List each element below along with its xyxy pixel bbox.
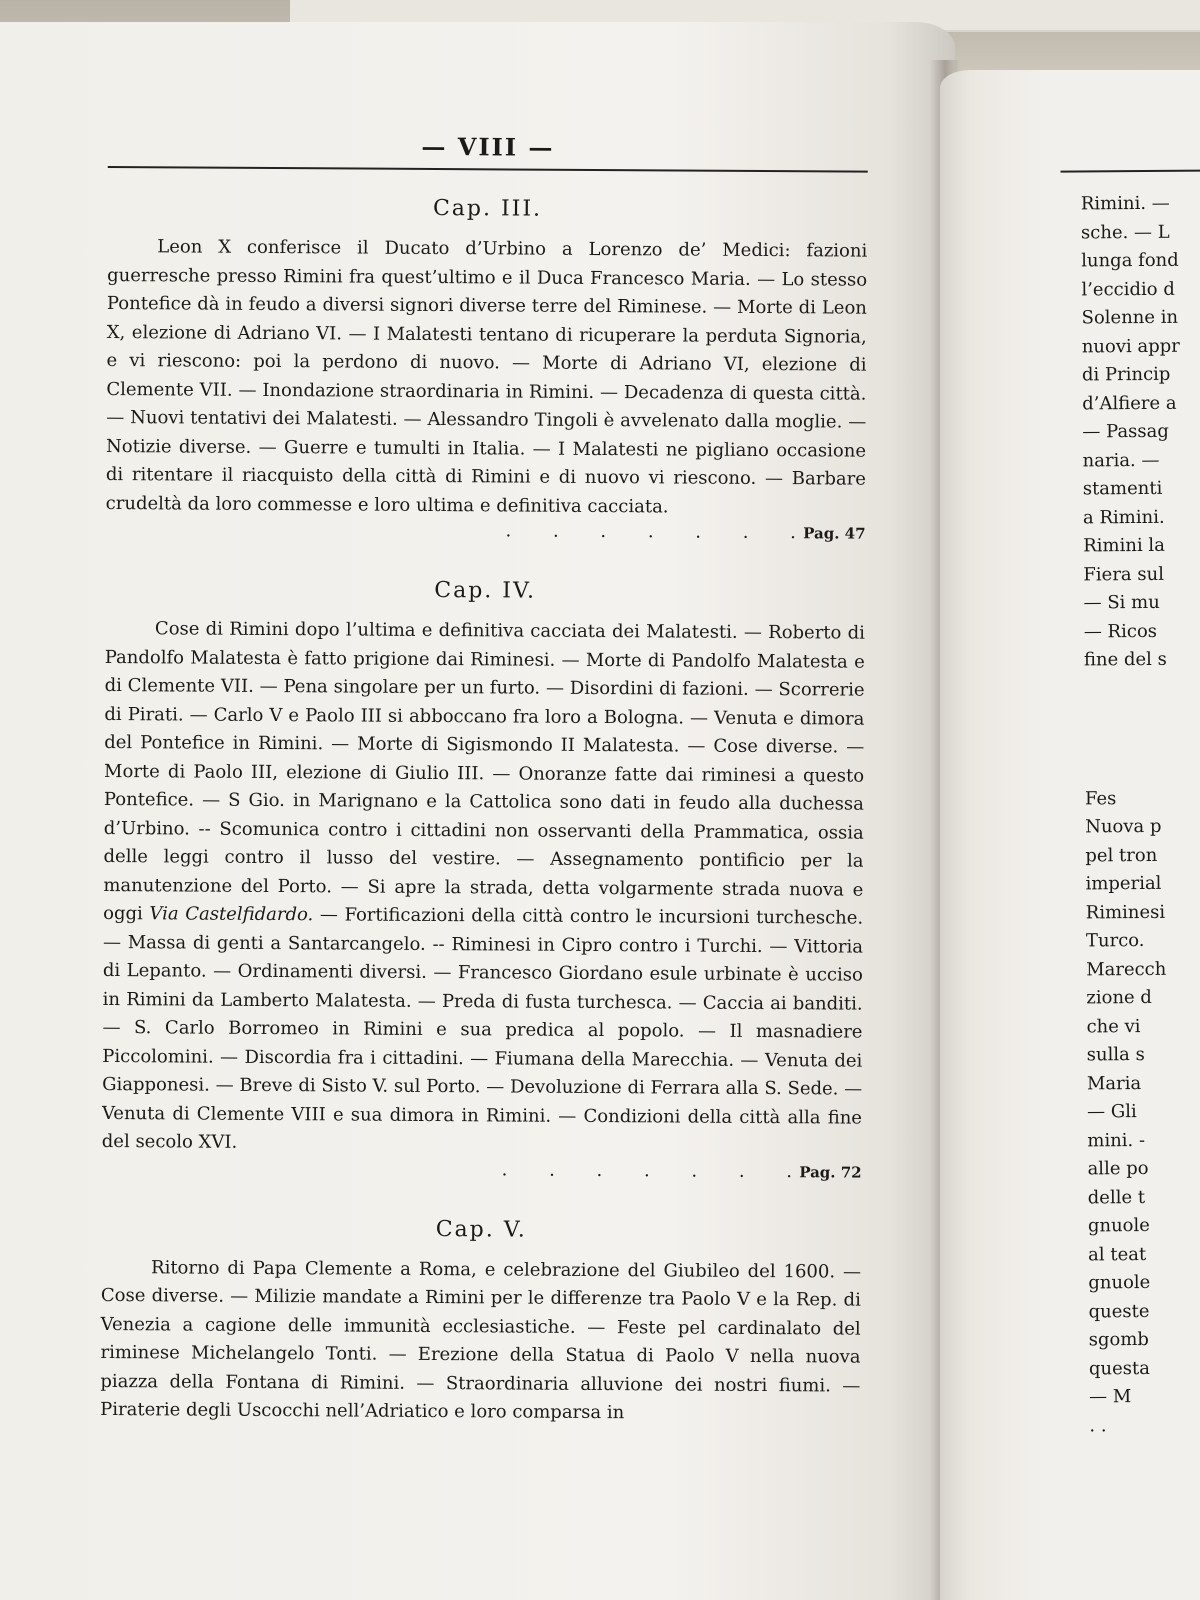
page-reference-line — [102, 1156, 862, 1189]
chapter-summary: Ritorno di Papa Clemente a Roma, e celebrazione del Giubileo del 1600. — Cose diverse. — Milizie mandate a Rimini per le differenze tra Paolo V e la Rep. di Venezia a cagione delle immunità ecclesiastiche. — Feste pel cardinalato del riminese Michelangelo Tonti. — Erezione della Statua di Paolo V nella nuova piazza della Fontana di Rimini. — Straordinaria alluvione dei nostri fiumi. — Piraterie degli Uscocchi nell’Adriatico e loro comparsa in — [100, 1256, 862, 1424]
left-page-text — [100, 130, 868, 1459]
text-fragment: imperial — [1085, 872, 1162, 895]
text-fragment: d’Alfiere a — [1082, 392, 1177, 414]
text-fragment: Riminesi — [1085, 901, 1166, 923]
right-header-rule — [1061, 170, 1200, 173]
text-fragment: delle t — [1087, 1186, 1146, 1208]
text-fragment: Fiera sul — [1083, 563, 1165, 585]
text-fragment: Nuova p — [1085, 815, 1162, 838]
text-fragment: — Ricos — [1083, 620, 1158, 642]
text-fragment: questa — [1088, 1357, 1150, 1379]
chapter-4 — [102, 576, 866, 1189]
chapter-heading: Cap. III. — [432, 195, 543, 222]
italic-street-name: Via Castelfidardo. — [149, 903, 314, 926]
chapter-summary — [102, 615, 865, 1161]
text-fragment: al teat — [1088, 1243, 1147, 1265]
right-page-text — [1081, 170, 1200, 1441]
text-fragment: Turco. — [1085, 930, 1145, 952]
right-page — [940, 70, 1200, 1600]
chapter-summary: Leon X conferisce il Ducato d’Urbino a Lorenzo de’ Medici: fazioni guerresche presso Rimini fra quest’ultimo e il Duca Francesco Maria. — Lo stesso Pontefice dà in feudo a diversi signori diverse terre del Riminese. — Morte di Leon X, elezione di Adriano VI. — I Malatesti tentano di ricuperare la perduta Signoria, e vi riescono: poi la perdono di nuovo. — Morte di Adriano VI, elezione di Clemente VII. — Inondazione straordinaria in Rimini. — Decadenza di questa città. — Nuovi tentativi dei Malatesti. — Alessandro Tingoli è avvelenato dalla moglie. — Notizie diverse. — Guerre e tumulti in Italia. — I Malatesti ne pigliano occasione di ritentare il riacquisto della città di Rimini e di nuovo vi riescono. — Barbare crudeltà da loro commesse e loro ultima e definitiva cacciata. — [105, 236, 868, 517]
text-fragment: stamenti — [1082, 477, 1163, 500]
chapter-heading: Cap. IV. — [434, 578, 537, 604]
text-fragment: queste — [1088, 1300, 1150, 1322]
chapter-3 — [105, 194, 867, 551]
text-fragment: fine del s — [1083, 648, 1167, 671]
text-fragment: — Si mu — [1083, 591, 1160, 614]
text-fragment: Rimini la — [1083, 534, 1165, 557]
header-rule — [108, 166, 868, 173]
spacer — [1084, 674, 1200, 785]
text-fragment: nuovi appr — [1081, 335, 1180, 357]
leader-dots: . . . . . . . — [505, 520, 815, 544]
text-fragment: che vi — [1086, 1015, 1141, 1037]
summary-text: Cose di Rimini dopo l’ultima e definitiva cacciata dei Malatesti. — Roberto di Pandolfo Malatesta è fatto prigione dai Riminesi. — Morte di Pandolfo Malatesta e di Clemente VII. — Pena singolare per un furto. — Disordini di fazioni. — Scorrerie di Pirati. — Carlo V e Paolo III si abboccano fra loro a Bologna. — Venuta e dimora del Pontefice in Rimini. — Morte di Sigismondo II Malatesta. — Cose diverse. — Morte di Paolo III, elezione di Giulio III. — Onoranze fatte dai riminesi a questo Pontefice. — S Gio. in Marignano e la Cattolica sono dati in feudo alla duchessa d’Urbino. -- Scomunica contro i cittadini non osservanti della Prammatica, ossia delle leggi contro il lusso del vestire. — Assegnamento pontificio per la manutenzione del Porto. — Si apre la strada, detta volgarmente strada nuova e oggi — [103, 618, 866, 925]
text-fragment: di Princip — [1081, 363, 1171, 386]
right-fragments-bottom — [1085, 784, 1200, 1440]
text-fragment: sulla s — [1086, 1044, 1145, 1066]
leader-dots: . . . . . . . — [501, 1158, 811, 1182]
text-fragment: pel tron — [1085, 844, 1158, 866]
left-page — [0, 22, 955, 1600]
text-fragment: gnuole — [1088, 1271, 1151, 1294]
text-fragment: a Rimini. — [1082, 506, 1165, 528]
text-fragment: — Passag — [1082, 420, 1169, 443]
text-fragment: Marecch — [1086, 958, 1167, 980]
right-fragments-top — [1081, 190, 1200, 675]
text-fragment: gnuole — [1087, 1214, 1150, 1237]
text-fragment: — Gli — [1087, 1101, 1137, 1123]
text-fragment: lunga fond — [1081, 249, 1179, 272]
text-fragment: l’eccidio d — [1081, 278, 1175, 300]
text-fragment: sgomb — [1088, 1328, 1149, 1351]
text-fragment: mini. - — [1087, 1129, 1146, 1151]
text-fragment: sche. — L — [1080, 221, 1170, 243]
page-reference: Pag. 72 — [799, 1162, 862, 1182]
page-reference-line — [105, 518, 865, 551]
text-fragment: Maria — [1086, 1072, 1142, 1094]
chapter-heading: Cap. V. — [435, 1216, 527, 1243]
summary-text-continued: — Fortificazioni della città contro le incursioni turchesche. — Massa di genti a Santarcangelo. -- Riminesi in Cipro contro i Turchi. — Vittoria di Lepanto. — Ordinamenti diversi. — Francesco Giordano esule urbinate è ucciso in Rimini da Lamberto Malatesta. — Preda di fusta turchesca. — Caccia ai banditi. — S. Carlo Borromeo in Rimini e sua predica al popolo. — Il masnadiere Piccolomini. — Discordia fra i cittadini. — Fiumana della Marecchia. — Venuta dei Giapponesi. — Breve di Sisto V. sul Porto. — Devoluzione di Ferrara alla S. Sede. — Venuta di Clemente VIII e sua dimora in Rimini. — Condizioni della città alla fine del secolo XVI. — [101, 904, 864, 1153]
text-fragment: Solenne in — [1081, 306, 1179, 329]
text-fragment: . . — [1089, 1414, 1107, 1436]
text-fragment: Rimini. — — [1080, 192, 1170, 215]
text-fragment: — M — [1089, 1386, 1132, 1408]
text-fragment: Fes — [1084, 787, 1117, 809]
text-fragment: zione d — [1086, 986, 1152, 1009]
text-fragment: naria. — — [1082, 449, 1160, 471]
chapter-5 — [100, 1214, 861, 1429]
text-fragment: alle po — [1087, 1157, 1149, 1180]
page-number: — VIII — — [421, 131, 555, 162]
page-reference: Pag. 47 — [803, 524, 866, 543]
